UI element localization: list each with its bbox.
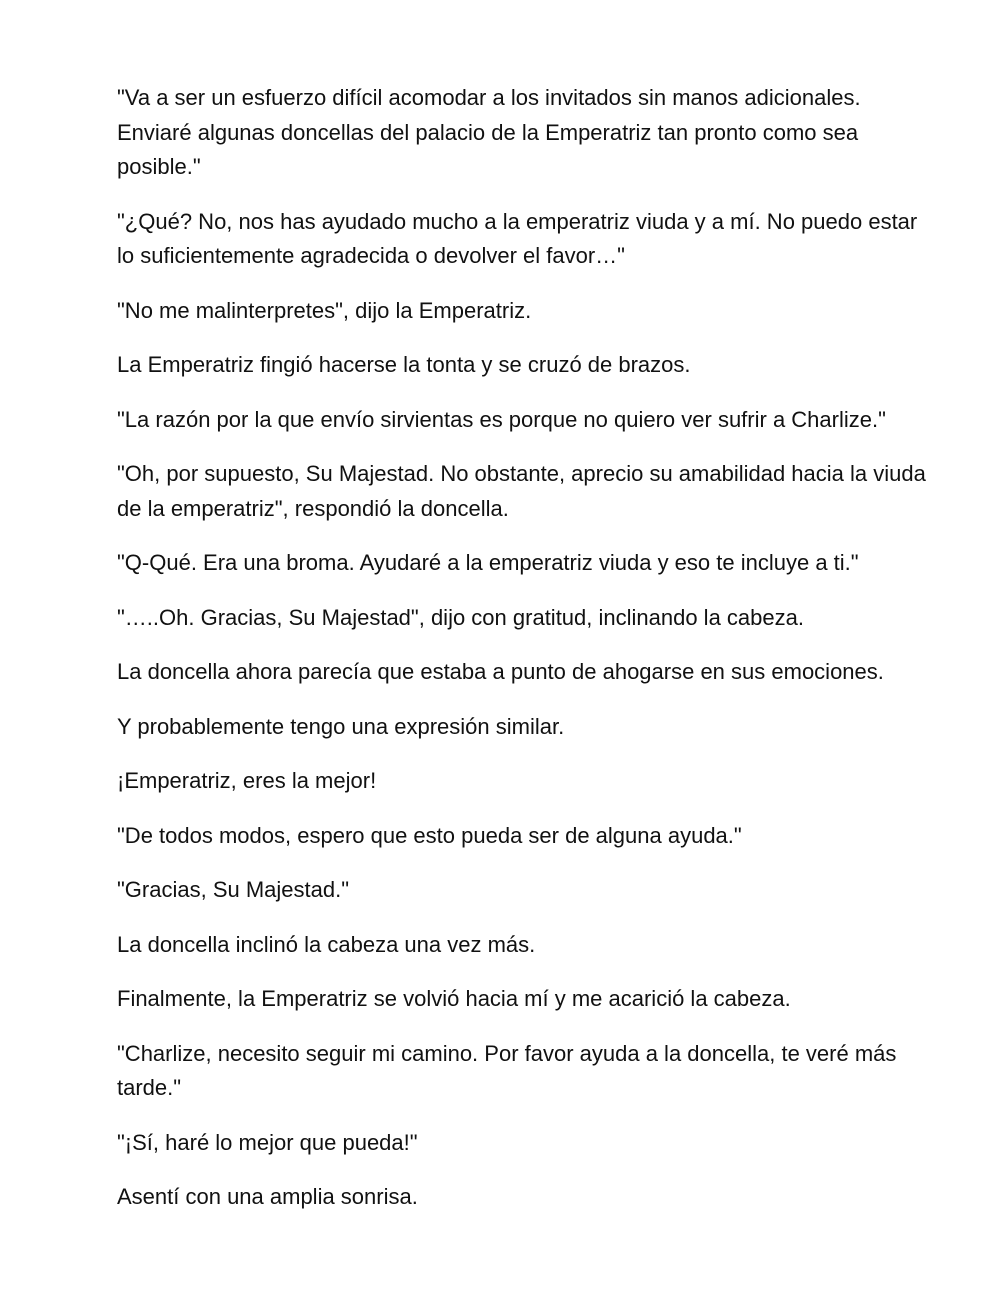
paragraph: Y probablemente tengo una expresión similar. bbox=[117, 713, 565, 739]
paragraph: Asentí con una amplia sonrisa. bbox=[117, 1184, 418, 1209]
paragraph: "Q-Qué. Era una broma. Ayudaré a la emperatriz viuda y eso te incluye a ti." bbox=[117, 550, 859, 575]
paragraph: "Charlize, necesito seguir mi camino. Por favor ayuda a la doncella, te veré más tarde." bbox=[117, 1040, 897, 1100]
paragraph: "Va a ser un esfuerzo difícil acomodar a los invitados sin manos adicionales. Enviaré algunas doncellas del palacio de la Emperatriz tan pronto como sea posible." bbox=[117, 85, 861, 179]
paragraph: Finalmente, la Emperatriz se volvió hacia mí y me acarició la cabeza. bbox=[117, 986, 791, 1011]
paragraph: "…..Oh. Gracias, Su Majestad", dijo con gratitud, inclinando la cabeza. bbox=[117, 604, 804, 630]
paragraph: ¡Emperatriz, eres la mejor! bbox=[117, 768, 377, 793]
paragraph: La doncella inclinó la cabeza una vez más. bbox=[117, 931, 536, 957]
document-body bbox=[117, 81, 937, 1235]
paragraph: "No me malinterpretes", dijo la Emperatriz. bbox=[117, 297, 532, 323]
paragraph: "La razón por la que envío sirvientas es porque no quiero ver sufrir a Charlize." bbox=[117, 406, 886, 432]
paragraph: "Oh, por supuesto, Su Majestad. No obstante, aprecio su amabilidad hacia la viuda de la emperatriz", respondió la doncella. bbox=[117, 461, 926, 521]
paragraph: "¡Sí, haré lo mejor que pueda!" bbox=[117, 1129, 418, 1155]
paragraph: "De todos modos, espero que esto pueda ser de alguna ayuda." bbox=[117, 822, 742, 848]
paragraph: "Gracias, Su Majestad." bbox=[117, 877, 350, 902]
paragraph: "¿Qué? No, nos has ayudado mucho a la emperatriz viuda y a mí. No puedo estar lo suficientemente agradecida o devolver el favor…" bbox=[117, 208, 918, 268]
paragraph: La doncella ahora parecía que estaba a punto de ahogarse en sus emociones. bbox=[117, 659, 884, 684]
paragraph: La Emperatriz fingió hacerse la tonta y se cruzó de brazos. bbox=[117, 352, 691, 377]
